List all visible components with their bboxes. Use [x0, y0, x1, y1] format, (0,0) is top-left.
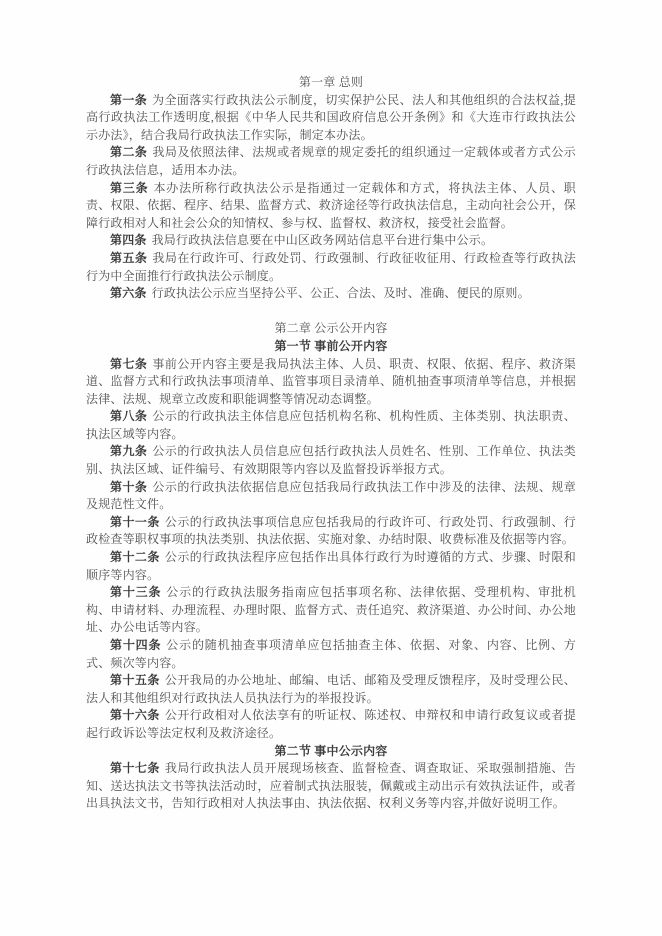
article-text: 公示的行政执法程序应包括作出具体行政行为时遵循的方式、步骤、时限和顺序等内容。 — [86, 550, 576, 582]
article-text: 公示的行政执法人员信息应包括行政执法人员姓名、性别、工作单位、执法类别、执法区域、证件编号、有效期限等内容以及监督投诉举报方式。 — [86, 444, 576, 477]
article-paragraph — [86, 637, 576, 672]
article-paragraph — [86, 584, 576, 637]
article-number: 第二条 — [110, 145, 148, 160]
article-number: 第九条 — [110, 444, 148, 459]
article-number: 第一条 — [110, 92, 148, 107]
article-paragraph — [86, 180, 576, 233]
article-paragraph — [86, 356, 576, 409]
section-heading: 第二节 事中公示内容 — [274, 743, 388, 758]
article-paragraph — [86, 479, 576, 514]
article-text: 公开行政相对人依法享有的听证权、陈述权、申辩权和申请行政复议或者提起行政诉讼等法定权利及救济途径。 — [86, 708, 576, 740]
article-number: 第十一条 — [110, 514, 160, 529]
article-paragraph — [86, 443, 576, 478]
chapter-heading: 第一章 总则 — [298, 75, 364, 89]
article-number: 第十六条 — [110, 708, 160, 723]
article-number: 第六条 — [110, 286, 147, 301]
article-number: 第十三条 — [110, 585, 162, 600]
chapter-heading: 第二章 公示公开内容 — [274, 321, 388, 336]
article-paragraph — [86, 250, 576, 285]
article-text: 公开我局的办公地址、邮编、电话、邮箱及受理反馈程序，及时受理公民、法人和其他组织对行政执法人员执法行为的举报投诉。 — [86, 673, 576, 705]
article-number: 第五条 — [110, 250, 148, 265]
article-paragraph — [86, 549, 576, 584]
article-number: 第十条 — [110, 479, 148, 494]
article-text: 公示的行政执法事项信息应包括我局的行政许可、行政处罚、行政强制、行政检查等职权事项的执法类别、执法依据、实施对象、办结时限、收费标准及依据等内容。 — [86, 514, 576, 547]
article-number: 第四条 — [110, 233, 147, 248]
article-text: 我局及依照法律、法规或者规章的规定委托的组织通过一定载体或者方式公示行政执法信息，适用本办法。 — [86, 145, 576, 177]
article-number: 第七条 — [110, 356, 148, 371]
article-text: 我局行政执法信息要在中山区政务网站信息平台进行集中公示。 — [151, 233, 494, 248]
article-number: 第八条 — [110, 409, 148, 424]
article-number: 第十五条 — [110, 673, 160, 688]
article-text: 我局在行政许可、行政处罚、行政强制、行政征收征用、行政检查等行政执法行为中全面推行行政执法公示制度。 — [86, 250, 576, 283]
section-heading: 第一节 事前公开内容 — [274, 338, 388, 353]
article-text: 公示的行政执法服务指南应包括事项名称、法律依据、受理机构、审批机构、申请材料、办理流程、办理时限、监督方式、责任追究、救济渠道、办公时间、办公地址、办公电话等内容。 — [86, 585, 576, 635]
article-paragraph — [86, 285, 576, 303]
document-body — [86, 74, 576, 813]
article-text: 行政执法公示应当坚持公平、公正、合法、及时、准确、便民的原则。 — [151, 286, 530, 301]
article-text: 我局行政执法人员开展现场核查、监督检查、调查取证、采取强制措施、告知、送达执法文书等执法活动时，应着制式执法服装，佩戴或主动出示有效执法证件，或者出具执法文书，告知行政相对人执法事由、执法依据、权利义务等内容,并做好说明工作。 — [86, 761, 576, 811]
article-text: 为全面落实行政执法公示制度，切实保护公民、法人和其他组织的合法权益,提高行政执法工作透明度,根据《中华人民共和国政府信息公开条例》和《大连市行政执法公示办法》，结合我局行政执法工作实际，制定本办法。 — [86, 92, 576, 142]
article-number: 第十四条 — [110, 638, 162, 652]
article-text: 公示的行政执法依据信息应包括我局行政执法工作中涉及的法律、法规、规章及规范性文件。 — [86, 479, 576, 512]
article-paragraph — [86, 760, 576, 813]
article-paragraph — [86, 514, 576, 549]
article-text: 公示的行政执法主体信息应包括机构名称、机构性质、主体类别、执法职责、执法区域等内容。 — [86, 409, 576, 441]
article-number: 第三条 — [110, 180, 149, 195]
article-number: 第十七条 — [110, 761, 160, 776]
article-paragraph — [86, 144, 576, 179]
article-number: 第十二条 — [110, 550, 160, 565]
article-paragraph — [86, 232, 576, 250]
article-paragraph — [86, 408, 576, 443]
article-text: 事前公开内容主要是我局执法主体、人员、职责、权限、依据、程序、救济渠道、监督方式和行政执法事项清单、监管事项目录清单、随机抽查事项清单等信息，并根据法律、法规、规章立改废和职能调整等情况动态调整。 — [86, 356, 576, 406]
article-text: 本办法所称行政执法公示是指通过一定载体和方式，将执法主体、人员、职责、权限、依据、程序、结果、监督方式、救济途径等行政执法信息，主动向社会公开，保障行政相对人和社会公众的知情权、参与权、监督权、救济权，接受社会监督。 — [86, 180, 576, 230]
article-paragraph — [86, 707, 576, 742]
article-paragraph — [86, 92, 576, 145]
article-paragraph — [86, 672, 576, 707]
article-text: 公示的随机抽查事项清单应包括抽查主体、依据、对象、内容、比例、方式、频次等内容。 — [86, 638, 576, 670]
